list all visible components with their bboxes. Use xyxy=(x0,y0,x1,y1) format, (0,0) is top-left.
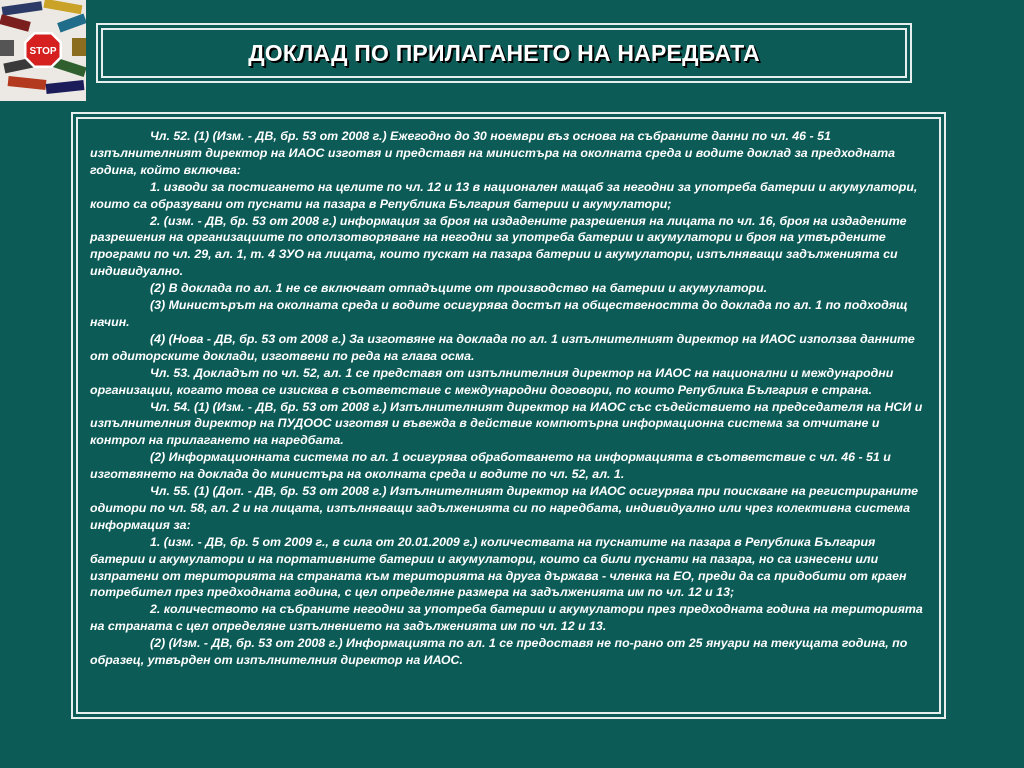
law-paragraph: Чл. 53. Докладът по чл. 52, ал. 1 се представя от изпълнителния директор на ИАОС на национални и международни организации, когато това се изисква в съответствие с международни договори, по които Република България е страна. xyxy=(90,365,894,397)
law-paragraph: (2) (Изм. - ДВ, бр. 53 от 2008 г.) Информацията по ал. 1 се предоставя не по-рано от 25 януари на текущата година, по образец, утвърден от изпълнителния директор на ИАОС. xyxy=(90,636,908,668)
law-paragraph: (4) (Нова - ДВ, бр. 53 от 2008 г.) За изготвяне на доклада по ал. 1 изпълнителният директор на ИАОС използва данните от одиторските доклади, изготвени по реда на глава осма. xyxy=(90,331,915,363)
content-box-inner xyxy=(76,117,941,714)
law-paragraph: 1. (изм. - ДВ, бр. 5 от 2009 г., в сила от 20.01.2009 г.) количествата на пуснатите на пазара в Република България батерии и акумулатори и на портативните батерии и акумулатори, които са били пуснати на пазара, но са изнесени или изпратени от територията на страната към територията на друга държава - членка на ЕО, преди да са придобити от краен потребител през предходната година, с цел определяне размера на задълженията им по чл. 12 и 13; xyxy=(90,534,907,600)
law-paragraph: Чл. 54. (1) (Изм. - ДВ, бр. 53 от 2008 г.) Изпълнителният директор на ИАОС със съдействието на председателя на НСИ и изпълнителния директор на ПУДООС изготвя и въвежда в действие компютърна информационна система за отчитане и контрол на прилагането на наредбата. xyxy=(90,399,923,448)
law-paragraph: 1. изводи за постигането на целите по чл. 12 и 13 в национален мащаб за негодни за употреба батерии и акумулатори, които са образувани от пуснати на пазара в Република България батерии и акумулатори; xyxy=(90,179,918,211)
content-box xyxy=(71,112,946,719)
law-paragraph: Чл. 52. (1) (Изм. - ДВ, бр. 53 от 2008 г.) Ежегодно до 30 ноември въз основа на събраните данни по чл. 46 - 51 изпълнителният директор на ИАОС изготвя и представя на министъра на околната среда и водите доклад за предходната година, който включва: xyxy=(90,129,896,177)
svg-text:STOP: STOP xyxy=(29,46,57,57)
law-paragraph: (2) Информационната система по ал. 1 осигурява обработването на информацията в съответствие с чл. 46 - 51 и изготвянето на доклада до министъра на околната среда и водите по чл. 52, ал. 1. xyxy=(90,450,891,482)
law-paragraph: 2. количеството на събраните негодни за употреба батерии и акумулатори през предходната година на територията на страната с цел определяне изпълнението на задълженията им по чл. 12 и 13. xyxy=(90,602,923,634)
title-banner-inner xyxy=(101,28,907,78)
logo-image xyxy=(0,0,86,101)
slide-title: ДОКЛАД ПО ПРИЛАГАНЕТО НА НАРЕДБАТА xyxy=(248,39,760,66)
law-paragraph: (3) Министърът на околната среда и водите осигурява достъп на обществеността до доклада по ал. 1 по подходящ начин. xyxy=(90,298,908,329)
law-paragraph: 2. (изм. - ДВ, бр. 53 от 2008 г.) информация за броя на издадените разрешения на лицата по чл. 16, броя на издадените разрешения на организациите по оползотворяване на негодни за употреба батерии и акумулатори и броя на утвърдените програми по чл. 29, ал. 1, т. 4 ЗУО на лицата, които пускат на пазара батерии и акумулатори, изпълняващи задълженията си индивидуално. xyxy=(90,213,907,279)
title-banner xyxy=(96,23,912,83)
law-paragraph: Чл. 55. (1) (Доп. - ДВ, бр. 53 от 2008 г.) Изпълнителният директор на ИАОС осигурява при поискване на регистрираните одитори по чл. 58, ал. 2 и на лицата, изпълняващи задълженията си по наредбата, индивидуално или чрез колективна система информация за: xyxy=(90,484,919,532)
law-paragraph: (2) В доклада по ал. 1 не се включват отпадъците от производство на батерии и акумулатори. xyxy=(150,281,768,296)
